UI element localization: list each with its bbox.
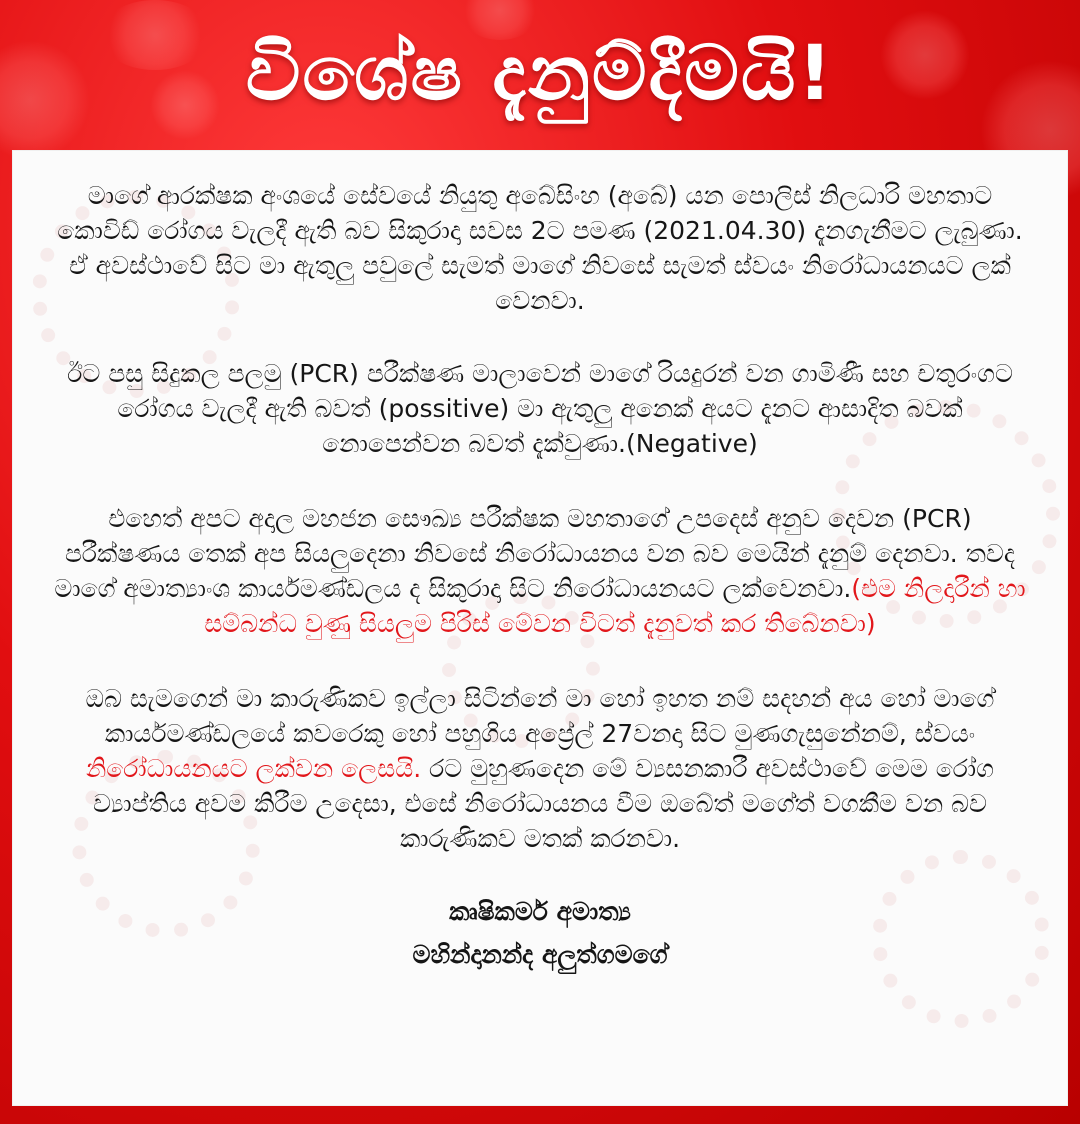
paragraph-2 [52, 356, 1028, 461]
page-title: විශේෂ දැනුම්දීමයි! [245, 27, 835, 117]
paragraph-4-text-before: ඔබ සැමගෙන් මා කාරුණිකව ඉල්ලා සිටින්නේ මා හෝ ඉහත නම් සදහන් අය හෝ මාගේ කාර්යමණ්ඩලයේ කවරෙකු හෝ පහුගිය අප්‍රේල් 27වනදා සිට මුණගැසුනේනම්, ස්වයං [85, 684, 995, 748]
paragraph-4-highlight: නිරෝධායනයට ලක්වන ලෙසයි. [85, 754, 422, 783]
signature-name: මහින්දානන්ද අලුත්ගමගේ [412, 940, 668, 969]
header-banner [0, 0, 1080, 150]
paragraph-4-text-after: රට මුහුණදෙන මේ ව්‍යසනකාරී අවස්ථාවේ මෙම රෝග ව්‍යාප්තිය අවම කිරීම උදෙසා, එසේ නිරෝධායනය වීම ඔබේත් මගේත් වගකීම වන බව කාරුණිකව මතක් කරනවා. [93, 754, 995, 853]
signature-title: කෘෂිකර්ම අමාත්‍ය [449, 897, 631, 926]
paragraph-3-text: එහෙත් අපට අදාල මහජන සෞඛ්‍ය පරීක්ෂක මහතාගේ උපදෙස් අනුව දෙවන (PCR) පරීක්ෂණය තෙක් අප සියලුදෙනා නිවසේ නිරෝධායනය වන බව මෙයින් දැනුම් දෙනවා. තවද මාගේ අමාත්‍යාංශ කාර්යමණ්ඩලය ද සිකුරාදා සිට නිරෝධායනයට ලක්වෙනවා. [54, 504, 1015, 603]
notice-panel [12, 150, 1068, 1106]
paragraph-3 [52, 501, 1028, 641]
paragraph-3-highlight: (එම නිලදාරීන් හා සම්බන්ධ වුණු සියලුම පිරිස් මේවන විටත් දැනුවත් කර තිබේනවා) [204, 574, 1026, 638]
notice-body [52, 178, 1028, 976]
paragraph-4 [52, 681, 1028, 856]
paragraph-1 [52, 178, 1028, 318]
paragraph-2-text: ඊට පසු සිදුකල පලමු (PCR) පරීක්ෂණ මාලාවෙන් මාගේ රියදුරන් වන ගාමිණී සහ චතුරංගට රෝගය වැලදී ඇති බවත් (possitive) මා ඇතුලු අනෙක් අයට දැනට ආසාදිත බවක් නොපෙන්වන බවත් දැක්වුණා.(Negative) [67, 359, 1013, 458]
signature-block [52, 890, 1028, 976]
paragraph-1-text: මාගේ ආරක්ෂක අංශයේ සේවයේ නියුතු අබේසිංහ (අබේ) යන පොලිස් නිලධාරි මහතාට කොවිඩ් රෝගය වැලදී ඇති බව සිකුරාදා සවස 2ට පමණ (2021.04.30) දැනගැනීමට ලැබුණා. ඒ අවස්ථාවේ සිට මා ඇතුලු පවුලේ සැමත් මාගේ නිවසේ සැමත් ස්වයං නිරෝධායනයට ලක් වෙනවා. [57, 181, 1023, 315]
